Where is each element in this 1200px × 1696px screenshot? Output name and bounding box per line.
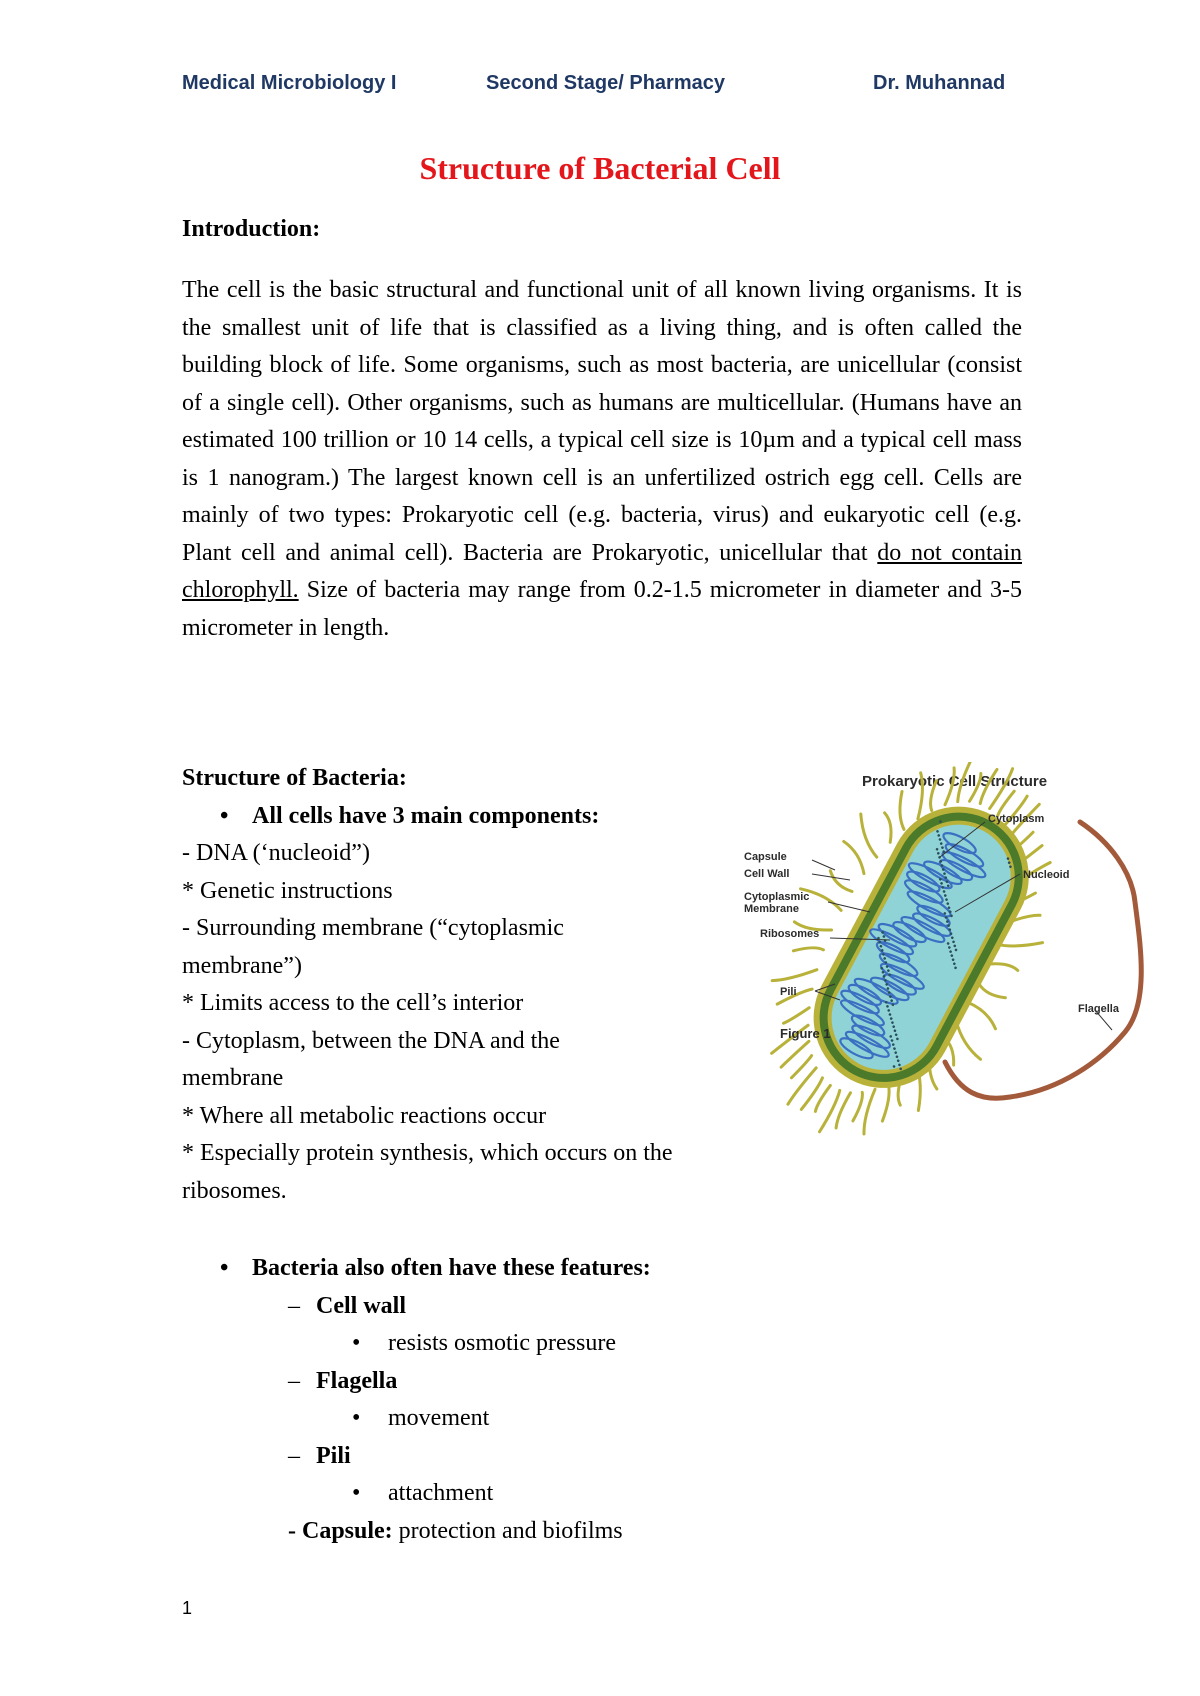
structure-heading: Structure of Bacteria: xyxy=(182,765,407,791)
bullet-icon: • xyxy=(220,1255,229,1281)
feature-desc xyxy=(182,1400,882,1438)
features-bullet-text: Bacteria also often have these features: xyxy=(252,1255,651,1281)
bullet-icon: • xyxy=(220,802,229,829)
pilus xyxy=(997,943,1043,946)
pilus xyxy=(864,1089,875,1134)
feature-desc xyxy=(182,1325,882,1363)
structure-bullet xyxy=(182,798,742,836)
header-author: Dr. Muhannad xyxy=(873,72,1006,94)
cell-diagram xyxy=(740,762,1180,1142)
label-flagella: Flagella xyxy=(1078,1003,1119,1015)
structure-line: - DNA (‘nucleoid”) xyxy=(182,840,370,866)
feature-desc-text: movement xyxy=(388,1405,490,1431)
pilus xyxy=(885,813,891,842)
feature-item xyxy=(182,1438,882,1476)
feature-name: Cell wall xyxy=(316,1292,406,1319)
pilus xyxy=(979,984,1005,998)
feature-item xyxy=(182,1363,882,1401)
dash-icon: – xyxy=(288,1292,300,1319)
structure-line: - Cytoplasm, between the DNA and the membrane xyxy=(182,1027,560,1091)
feature-desc xyxy=(182,1475,882,1513)
label-cytoplasm: Cytoplasm xyxy=(988,813,1045,825)
pilus xyxy=(861,814,877,857)
features-section xyxy=(182,1250,882,1550)
pilus xyxy=(772,970,817,981)
features-bullet xyxy=(182,1250,882,1288)
structure-line: * Limits access to the cell’s interior xyxy=(182,990,524,1016)
feature-desc-text: attachment xyxy=(388,1480,494,1506)
pilus xyxy=(844,841,864,873)
pilus xyxy=(793,948,823,951)
feature-item xyxy=(182,1288,882,1326)
structure-line: * Where all metabolic reactions occur xyxy=(182,1102,547,1129)
header-stage: Second Stage/ Pharmacy xyxy=(486,72,725,94)
pilus xyxy=(788,1068,816,1104)
label-capsule: Capsule xyxy=(744,851,787,863)
pilus xyxy=(830,871,852,892)
intro-underlined: do not contain chlorophyll. xyxy=(182,539,1022,603)
page-number: 1 xyxy=(182,1598,193,1618)
pilus xyxy=(956,1020,980,1059)
label-pili: Pili xyxy=(780,986,797,998)
figure-caption: Figure 1 xyxy=(780,1026,831,1041)
feature-desc-text: resists osmotic pressure xyxy=(388,1330,616,1356)
capsule-line xyxy=(182,1513,882,1551)
figure-title: Prokaryotic Cell Structure xyxy=(862,773,1048,790)
structure-section xyxy=(182,760,742,1210)
introduction-heading: Introduction: xyxy=(182,216,321,242)
bullet-icon: • xyxy=(352,1330,361,1356)
bullet-icon: • xyxy=(352,1405,361,1431)
introduction-paragraph xyxy=(182,272,1022,647)
intro-text-end: Size of bacteria may range from 0.2-1.5 micrometer in diameter and 3-5 micrometer in length. xyxy=(182,577,1022,641)
structure-line: * Genetic instructions xyxy=(182,877,393,904)
document-title: Structure of Bacterial Cell xyxy=(419,150,781,186)
label-cytoplasmic-membrane: Cytoplasmic xyxy=(744,891,810,903)
page-header xyxy=(0,72,1200,102)
structure-line: * Especially protein synthesis, which occurs on the ribosomes. xyxy=(182,1140,673,1204)
pilus xyxy=(968,1003,995,1029)
label-ribosomes: Ribosomes xyxy=(760,928,820,940)
label-membrane: Membrane xyxy=(744,903,800,915)
pilus xyxy=(988,964,1017,971)
intro-text: The cell is the basic structural and functional unit of all known living organisms. It is the smallest unit of life that is classified as a living thing, and is often called the building block of life. Some organisms, such as most bacteria, are unicellular (consist of a single cell). Other organisms, such as humans are multicellular. (Humans have an estimated 100 trillion or 10 14 cells, a typical cell size is 10µm and a typical cell mass is 1 nanogram.) The largest known cell is an unfertilized ostrich egg cell. Cells are mainly of two types: Prokaryotic cell (e.g. bacteria, virus) and eukaryotic cell (e.g. Plant cell and animal cell). Bacteria are Prokaryotic, unicellular that xyxy=(182,277,1022,566)
pilus xyxy=(882,1084,889,1122)
pilus xyxy=(783,1008,809,1023)
label-cell-wall: Cell Wall xyxy=(744,868,790,880)
bullet-icon: • xyxy=(352,1480,361,1506)
dash-icon: – xyxy=(288,1367,300,1394)
capsule-desc: protection and biofilms xyxy=(392,1517,623,1544)
dash-icon: – xyxy=(288,1442,300,1469)
header-course: Medical Microbiology I xyxy=(182,72,397,94)
prokaryotic-cell-figure xyxy=(740,762,1180,1142)
structure-bullet-text: All cells have 3 main components: xyxy=(252,802,600,829)
structure-line: - Surrounding membrane (“cytoplasmic membrane”) xyxy=(182,915,564,979)
pilus xyxy=(900,791,904,829)
feature-name: Flagella xyxy=(316,1367,398,1394)
capsule-label: - Capsule: xyxy=(288,1517,393,1544)
label-nucleoid: Nucleoid xyxy=(1023,869,1070,881)
pilus xyxy=(853,1092,863,1121)
feature-name: Pili xyxy=(316,1442,351,1469)
